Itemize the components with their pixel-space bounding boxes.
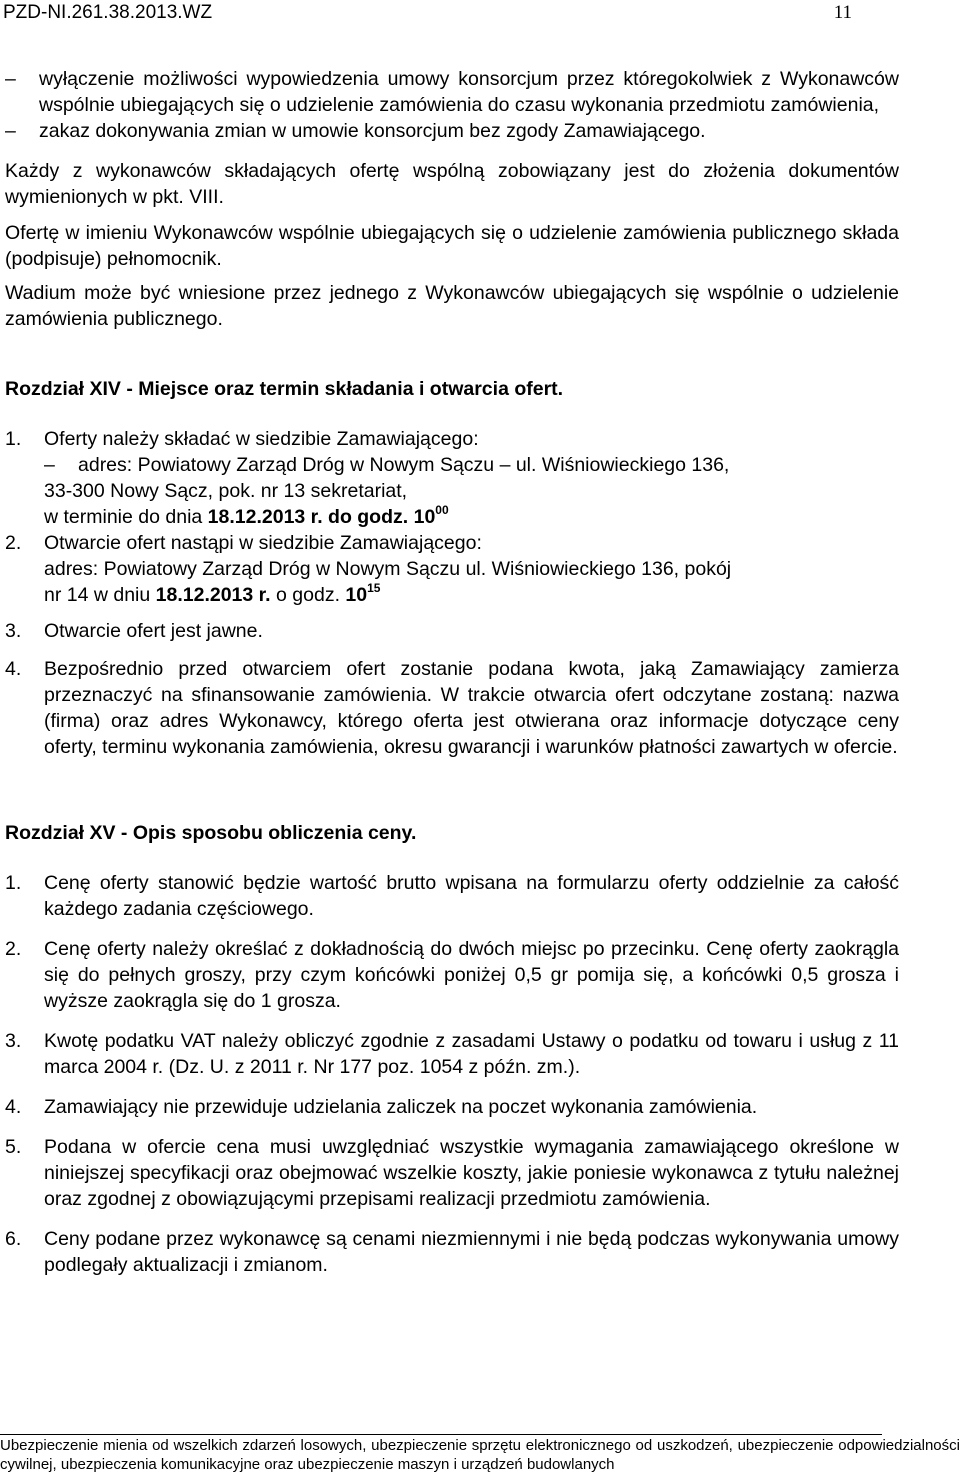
list-item xyxy=(5,936,899,1014)
dash-bullet-icon: – xyxy=(44,454,55,476)
list-item-text: Otwarcie ofert jest jawne. xyxy=(44,620,263,642)
address-line: adres: Powiatowy Zarząd Dróg w Nowym Sączu – ul. Wiśniowieckiego 136, xyxy=(78,454,730,476)
item-number: 2. xyxy=(5,532,22,554)
opening-prefix: nr 14 w dniu xyxy=(44,584,156,606)
deadline-date: 18.12.2013 r. do godz. 10 xyxy=(207,506,436,528)
address-line: 33-300 Nowy Sącz, pok. nr 13 sekretariat, xyxy=(44,480,408,502)
paragraph: Ofertę w imieniu Wykonawców wspólnie ubiegających się o udzielenie zamówienia publicznego składa (podpisuje) pełnomocnik. xyxy=(5,222,899,270)
list-item-text: Cenę oferty należy określać z dokładnością do dwóch miejsc po przecinku. Cenę oferty zaokrągla się do pełnych groszy, przy czym końcówki poniżej 0,5 gr pomija się, a końcówki 0,5 grosza i wyższe zaokrągla się do 1 grosza. xyxy=(44,938,899,1012)
item-number: 3. xyxy=(5,620,22,642)
list-item-text: Podana w ofercie cena musi uwzględniać wszystkie wymagania zamawiającego określone w niniejszej specyfikacji oraz obejmować wszelkie koszty, jakie poniesie wykonawca z tytułu należnej oraz zgodnej z obowiązującymi przepisami realizacji przedmiotu zamówienia. xyxy=(44,1136,899,1210)
list-item-text: Otwarcie ofert nastąpi w siedzibie Zamawiającego: xyxy=(44,532,482,554)
item-number: 5. xyxy=(5,1136,22,1158)
document-body xyxy=(5,66,899,1278)
list-item xyxy=(5,1226,899,1278)
item-number: 1. xyxy=(5,872,22,894)
footer-divider xyxy=(0,1434,882,1435)
deadline-minutes: 00 xyxy=(435,502,449,517)
item-number: 3. xyxy=(5,1030,22,1052)
list-item-text: zakaz dokonywania zmian w umowie konsorcjum bez zgody Zamawiającego. xyxy=(39,120,706,142)
list-item xyxy=(5,618,899,644)
list-item-text: Ceny podane przez wykonawcę są cenami niezmiennymi i nie będą podczas wykonywania umowy podlegały aktualizacji i zmianom. xyxy=(44,1228,899,1276)
page-footer: Ubezpieczenie mienia od wszelkich zdarzeń losowych, ubezpieczenie sprzętu elektronicznego od uszkodzeń, ubezpieczenie odpowiedzialności cywilnej, ubezpieczenia komunikacyjne oraz ubezpieczenie maszyn i urządzeń budowlanych xyxy=(0,1437,960,1473)
list-item-text: Kwotę podatku VAT należy obliczyć zgodnie z zasadami Ustawy o podatku od towaru i usług z 11 marca 2004 r. (Dz. U. z 2011 r. Nr 177 poz. 1054 z późn. zm.). xyxy=(44,1030,899,1078)
opening-mid: o godz. xyxy=(270,584,346,606)
list-item xyxy=(5,426,899,530)
opening-date: 18.12.2013 r. xyxy=(155,584,271,606)
opening-hour: 10 xyxy=(345,584,368,606)
document-id: PZD-NI.261.38.2013.WZ xyxy=(3,2,213,23)
chapter-15-title: Rozdział XV - Opis sposobu obliczenia ceny. xyxy=(5,822,417,844)
list-item xyxy=(5,118,899,144)
list-item-text: Cenę oferty stanowić będzie wartość brutto wpisana na formularzu oferty oddzielnie za całość każdego zadania częściowego. xyxy=(44,872,899,920)
item-number: 4. xyxy=(5,1096,22,1118)
page-header xyxy=(0,2,960,26)
deadline-prefix: w terminie do dnia xyxy=(44,506,208,528)
page-number: 11 xyxy=(833,2,852,23)
deadline-line xyxy=(44,504,899,530)
list-item-text: Zamawiający nie przewiduje udzielania zaliczek na poczet wykonania zamówienia. xyxy=(44,1096,758,1118)
item-number: 1. xyxy=(5,428,22,450)
list-item xyxy=(5,870,899,922)
item-number: 2. xyxy=(5,938,22,960)
item-number: 6. xyxy=(5,1228,22,1250)
paragraph: Każdy z wykonawców składających ofertę wspólną zobowiązany jest do złożenia dokumentów wymienionych w pkt. VIII. xyxy=(5,160,899,208)
list-item xyxy=(5,1028,899,1080)
opening-minutes: 15 xyxy=(367,580,381,595)
list-item xyxy=(5,1094,899,1120)
list-item-text: Oferty należy składać w siedzibie Zamawiającego: xyxy=(44,428,479,450)
chapter-14-title: Rozdział XIV - Miejsce oraz termin składania i otwarcia ofert. xyxy=(5,378,564,400)
address-block xyxy=(44,452,899,478)
item-number: 4. xyxy=(5,658,22,680)
list-item-text: Bezpośrednio przed otwarciem ofert zostanie podana kwota, jaką Zamawiający zamierza przeznaczyć na sfinansowanie zamówienia. W trakcie otwarcia ofert odczytane zostaną: nazwa (firma) oraz adres Wykonawcy, którego oferta jest otwierana oraz informacje dotyczące ceny oferty, terminu wykonania zamówienia, okresu gwarancji i warunków płatności zawartych w ofercie. xyxy=(44,658,899,758)
list-item xyxy=(5,656,899,760)
paragraph: Wadium może być wniesione przez jednego z Wykonawców ubiegających się wspólnie o udzielenie zamówienia publicznego. xyxy=(5,282,899,330)
opening-line xyxy=(44,582,899,608)
list-item-text: wyłączenie możliwości wypowiedzenia umowy konsorcjum przez któregokolwiek z Wykonawców wspólnie ubiegających się o udzielenie zamówienia do czasu wykonania przedmiotu zamówienia, xyxy=(39,68,899,116)
list-item xyxy=(5,530,899,608)
address-line: adres: Powiatowy Zarząd Dróg w Nowym Sączu ul. Wiśniowieckiego 136, pokój xyxy=(44,558,732,580)
list-item xyxy=(5,66,899,118)
list-item xyxy=(5,1134,899,1212)
dash-bullet-icon: – xyxy=(5,120,16,142)
dash-bullet-icon: – xyxy=(5,68,16,90)
